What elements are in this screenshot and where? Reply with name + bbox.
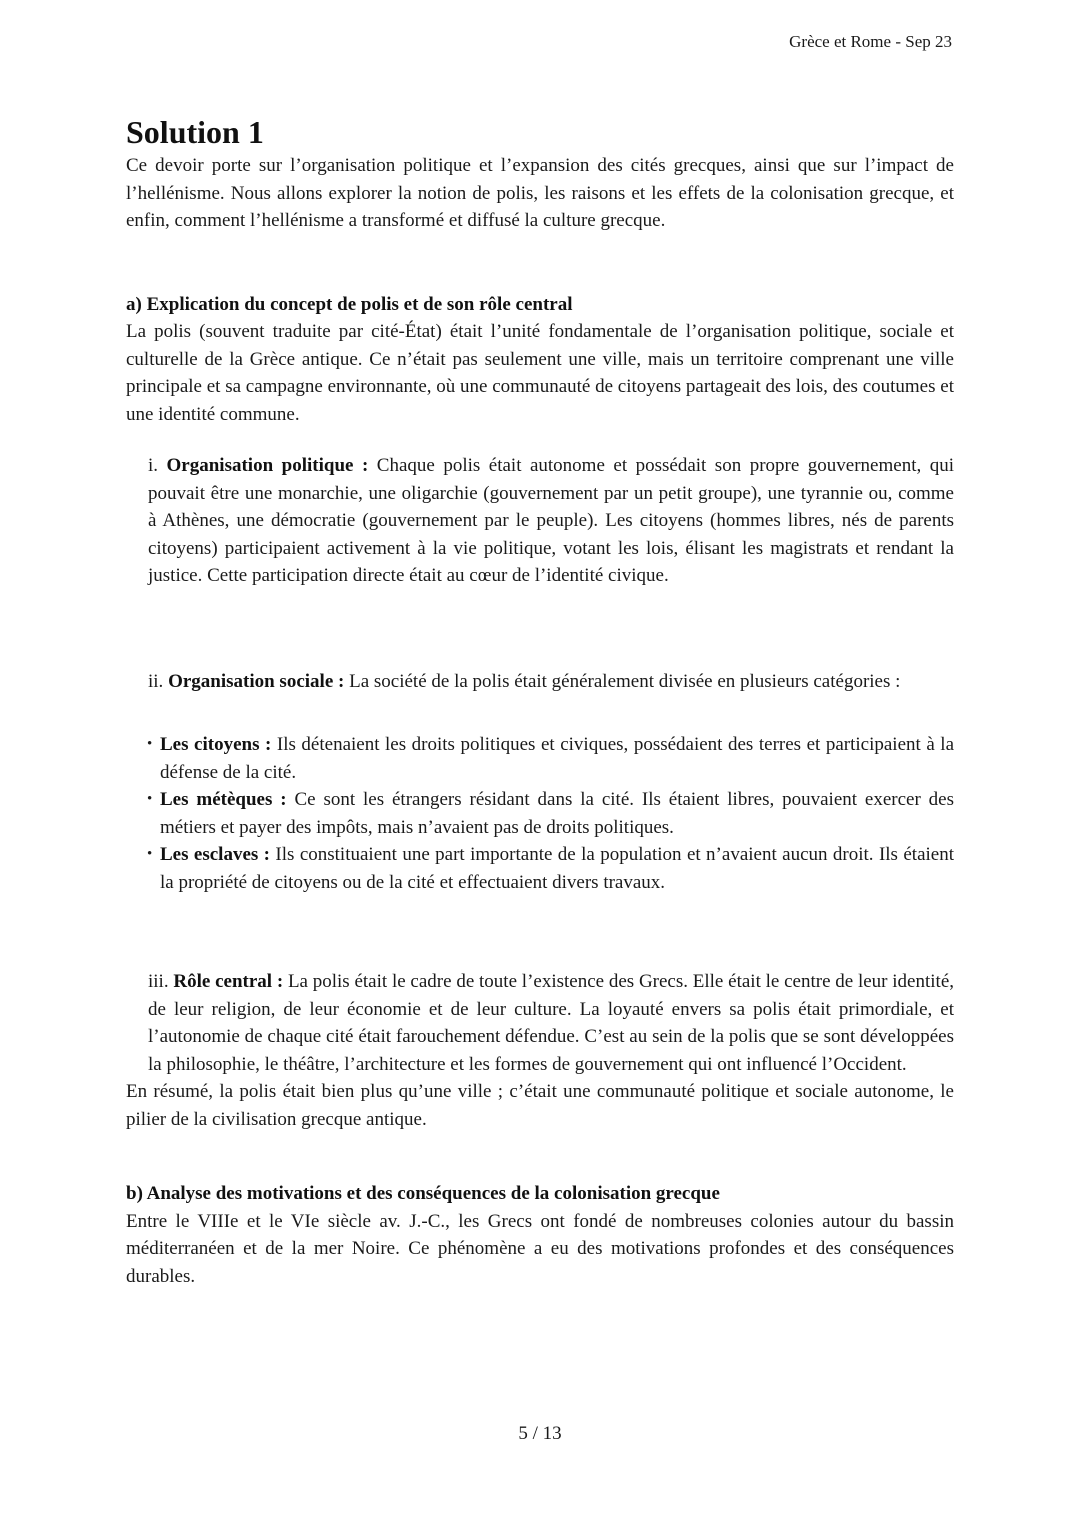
running-header: Grèce et Rome - Sep 23 [789,32,952,51]
roman-item-iii [148,968,954,1078]
bullet-item-citoyens [148,731,954,786]
social-categories-list [148,731,954,896]
section-b-heading: b) Analyse des motivations et des conséquences de la colonisation grecque [126,1183,720,1204]
roman-item-ii [148,668,954,696]
item-text: Chaque polis était autonome et possédait son propre gouvernement, qui pouvait être une monarchie, une oligarchie (gouvernement par un petit groupe), une tyrannie ou, comme à Athènes, une démocratie (gouvernement par le peuple). Les citoyens (hommes libres, nés de parents citoyens) participaient activement à la vie politique, votant les lois, élisant les magistrats et rendant la justice. Cette participation directe était au cœur de l’identité civique. [148,455,954,586]
solution-heading: Solution 1 [126,114,264,150]
bullet-text: Ce sont les étrangers résidant dans la cité. Ils étaient libres, pouvaient exercer des métiers et payer des impôts, mais n’avaient pas de droits politiques. [160,789,955,838]
bullet-label: Les citoyens : [160,734,272,755]
bullet-label: Les esclaves : [160,844,271,865]
item-marker: i. [148,455,159,476]
section-b-paragraph: Entre le VIIIe et le VIe siècle av. J.-C., les Grecs ont fondé de nombreuses colonies autour du bassin méditerranéen et de la mer Noire. Ce phénomène a eu des motivations profondes et des conséquences durables. [126,1210,954,1287]
item-marker: iii. [148,971,169,992]
bullet-text: Ils constituaient une part importante de la population et n’avaient aucun droit. Ils étaient la propriété de citoyens ou de la cité et effectuaient divers travaux. [160,844,954,893]
item-marker: ii. [148,670,164,692]
item-label: Rôle central : [173,971,284,992]
bullet-item-meteques [148,786,954,841]
section-a-paragraph: La polis (souvent traduite par cité-État) était l’unité fondamentale de l’organisation politique, sociale et culturelle de la Grèce antique. Ce n’était pas seulement une ville, mais un territoire comprenant une ville principale et sa campagne environnante, où une communauté de citoyens partageait des lois, des coutumes et une identité commune. [126,321,954,425]
roman-item-i [148,452,954,590]
item-text: La société de la polis était généralement divisée en plusieurs catégories : [349,670,901,692]
bullet-item-esclaves [148,841,954,896]
section-a-summary: En résumé, la polis était bien plus qu’une ville ; c’était une communauté politique et sociale autonome, le pilier de la civilisation grecque antique. [126,1081,954,1130]
page-number: 5 / 13 [518,1423,562,1444]
item-label: Organisation sociale : [168,670,345,692]
section-a-heading: a) Explication du concept de polis et de son rôle central [126,293,573,315]
item-text: La polis était le cadre de toute l’existence des Grecs. Elle était le centre de leur identité, de leur religion, de leur économie et de leur culture. La loyauté envers sa polis était primordiale, et l’autonomie de chaque cité était farouchement défendue. C’est au sein de la polis que se sont développées la philosophie, le théâtre, l’architecture et les formes de gouvernement qui ont influencé l’Occident. [148,971,955,1075]
item-label: Organisation politique : [166,455,369,476]
bullet-text: Ils détenaient les droits politiques et civiques, possédaient des terres et participaient à la défense de la cité. [160,734,955,783]
intro-paragraph: Ce devoir porte sur l’organisation politique et l’expansion des cités grecques, ainsi que sur l’impact de l’hellénisme. Nous allons explorer la notion de polis, les raisons et les effets de la colonisation grecque, et enfin, comment l’hellénisme a transformé et diffusé la culture grecque. [126,155,954,231]
bullet-label: Les métèques : [160,789,287,810]
